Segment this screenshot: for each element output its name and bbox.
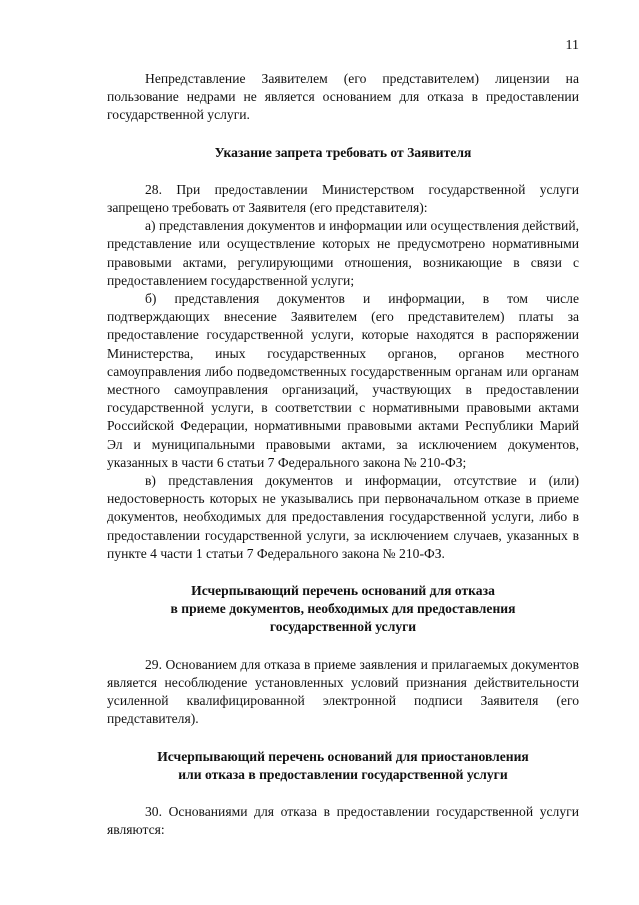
paragraph-28-a: а) представления документов и информации или осуществления действий, представление или осуществление которых не предусмотрено нормативными правовыми актами, регулирующими отношения, возникающие в связи с предоставлением государственной услуги;: [107, 218, 579, 288]
heading-refusal-reception-line-3: государственной услуги: [269, 619, 417, 635]
heading-refusal-reception-line-2: в приеме документов, необходимых для предоставления: [170, 601, 516, 617]
page-number: 11: [565, 38, 579, 53]
document-body: [107, 70, 579, 839]
heading-suspension-refusal-line-1: Исчерпывающий перечень оснований для приостановления: [157, 748, 529, 764]
heading-suspension-refusal-line-2: или отказа в предоставлении государственной услуги: [178, 766, 508, 782]
paragraph-28: 28. При предоставлении Министерством государственной услуги запрещено требовать от Заявителя (его представителя):: [107, 181, 579, 216]
heading-prohibition: Указание запрета требовать от Заявителя: [214, 144, 472, 160]
heading-refusal-reception: [107, 582, 579, 637]
paragraph-29: 29. Основанием для отказа в приеме заявления и прилагаемых документов является несоблюдение установленных условий признания действительности усиленной квалифицированной электронной подписи Заявителя (его представителя).: [107, 656, 579, 727]
paragraph-28-b: б) представления документов и информации, в том числе подтверждающих внесение Заявителем (его представителем) платы за предоставление государственной услуги, которые находятся в распоряжении Министерства, иных государственных органов, органов местного самоуправления либо подведомственных государственным органам или органам местного самоуправления организаций, участвующих в предоставлении государственной услуги, в соответствии с нормативными правовыми актами Российской Федерации, нормативными правовыми актами Республики Марий Эл и муниципальными правовыми актами, за исключением документов, указанных в части 6 статьи 7 Федерального закона № 210-ФЗ;: [107, 291, 579, 470]
heading-refusal-reception-line-1: Исчерпывающий перечень оснований для отказа: [191, 583, 495, 599]
paragraph-license-note: Непредставление Заявителем (его представителем) лицензии на пользование недрами не является основанием для отказа в предоставлении государственной услуги.: [107, 71, 579, 123]
paragraph-30: 30. Основаниями для отказа в предоставлении государственной услуги являются:: [107, 803, 579, 838]
paragraph-28-c: в) представления документов и информации, отсутствие и (или) недостоверность которых не указывались при первоначальном отказе в приеме документов, необходимых для предоставления государственной услуги, либо в предоставлении государственной услуги, за исключением случаев, указанных в пункте 4 части 1 статьи 7 Федерального закона № 210-ФЗ.: [107, 473, 579, 561]
heading-suspension-refusal: [107, 748, 579, 784]
